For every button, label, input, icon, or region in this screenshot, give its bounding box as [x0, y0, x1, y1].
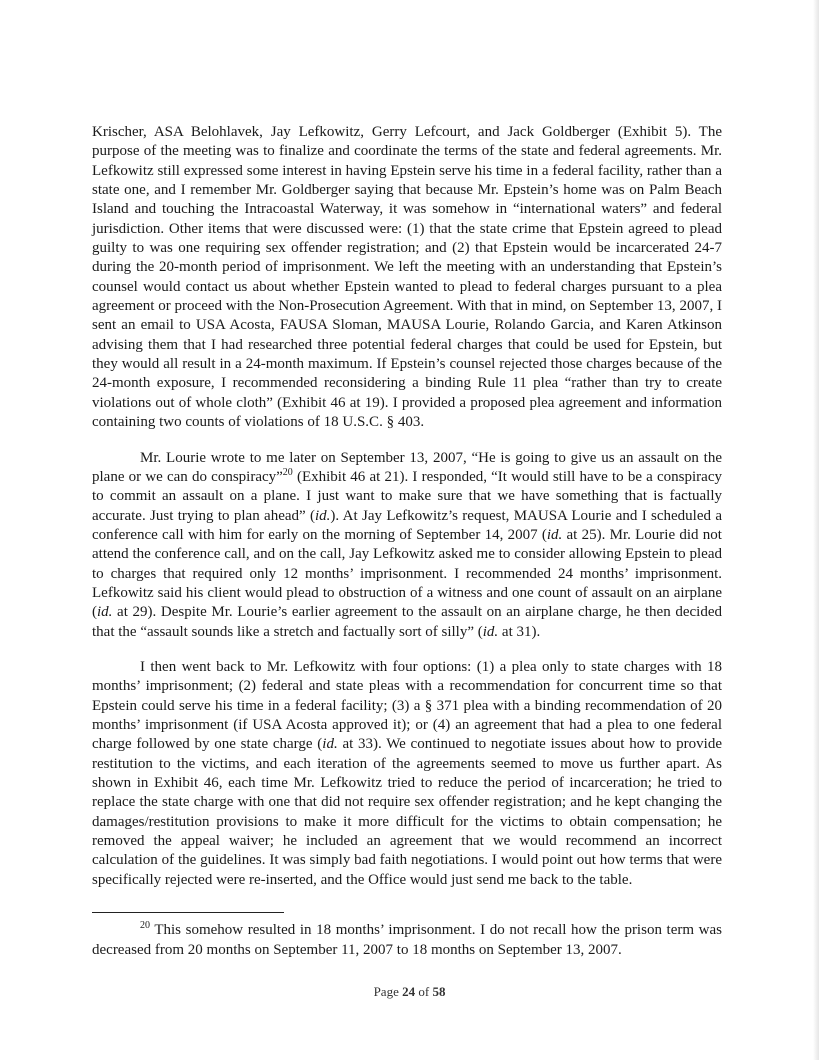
- paragraph-3: [92, 658, 722, 890]
- text-run: Krischer, ASA Belohlavek, Jay Lefkowitz, Gerry Lefcourt, and Jack Goldberger (Exhibit 5). The purpose of the meeting was to finalize and coordinate the terms of the state and federal agreements. Mr. Lefkowitz still expressed some interest in having Epstein serve his time in a federal facility, rather than a state one, and I remember Mr. Goldberger saying that because Mr. Epstein’s home was on Palm Beach Island and touching the Intracoastal Waterway, it was somehow in “international waters” and federal jurisdiction. Other items that were discussed were: (1) that the state crime that Epstein agreed to plead guilty to was one requiring sex offender registration; and (2) that Epstein would be incarcerated 24-7 during the 20-month period of imprisonment. We left the meeting with an understanding that Epstein’s counsel would contact us about whether Epstein wanted to plead to federal charges pursuant to a plea agreement or proceed with the Non-Prosecution Agreement. With that in mind, on September 13, 2007, I sent an email to USA Acosta, FAUSA Sloman, MAUSA Lourie, Rolando Garcia, and Karen Atkinson advising them that I had researched three potential federal charges that could be used for Epstein, but they would all result in a 24-month maximum. If Epstein’s counsel rejected those charges because of the 24-month exposure, I recommended reconsidering a binding Rule 11 plea “rather than try to create violations out of whole cloth” (Exhibit 46 at 19). I provided a proposed plea agreement and information containing two counts of violations of 18 U.S.C. § 403.: [92, 124, 722, 431]
- citation-id: id.: [97, 604, 113, 621]
- page-number: [0, 984, 819, 1000]
- footnote-text: This somehow resulted in 18 months’ imprisonment. I do not recall how the prison term was decreased from 20 months on September 11, 2007 to 18 months on September 13, 2007.: [92, 922, 722, 958]
- page-prefix: Page: [373, 984, 403, 999]
- text-run: I then went back to Mr. Lefkowitz with four options: (1) a plea only to state charges with 18 months’ imprisonment; (2) federal and state pleas with a recommendation for concurrent time so that Epstein could serve his time in a federal facility; (3) a § 371 plea with a binding recommendation of 20 months’ imprisonment (if USA Acosta approved it); or (4) an agreement that had a plea to one federal charge followed by one state charge (: [92, 658, 722, 753]
- citation-id: id.: [546, 526, 563, 543]
- paragraph-2: [92, 449, 722, 642]
- footnote: [92, 921, 722, 960]
- page-current: 24: [402, 984, 416, 999]
- text-run: at 29). Despite Mr. Lourie’s earlier agreement to the assault on an airplane charge, he then decided that the “assault sounds like a stretch and factually sort of silly” (: [92, 604, 722, 640]
- text-run: at 25). Mr. Lourie did not attend the conference call, and on the call, Jay Lefkowitz asked me to consider allowing Epstein to plead to charges that required only 12 months’ imprisonment. I recommended 24 months’ imprisonment. Lefkowitz said his client would plead to obstruction of a witness and one count of assault on an airplane (: [92, 526, 722, 621]
- citation-id: id.: [482, 623, 499, 640]
- body-text: [92, 123, 722, 906]
- page-total: 58: [432, 984, 446, 999]
- text-run: (Exhibit 46 at 21). I responded, “It would still have to be a conspiracy to commit an assault on a plane. I just want to make sure that we have something that is factually accurate. Just trying to plan ahead” (: [92, 468, 722, 524]
- text-run: at 31).: [498, 623, 541, 640]
- text-run: Mr. Lourie wrote to me later on September 13, 2007, “He is going to give us an assault on the plane or we can do conspiracy”: [92, 449, 722, 485]
- text-run: ). At Jay Lefkowitz’s request, MAUSA Lourie and I scheduled a conference call with him for early on the morning of September 14, 2007 (: [92, 507, 722, 543]
- page-edge-shadow: [813, 0, 819, 1060]
- footnote-20: [92, 921, 722, 960]
- footnote-separator: [92, 912, 284, 913]
- citation-id: id.: [322, 736, 338, 753]
- paragraph-1: [92, 123, 722, 433]
- citation-id: id.: [315, 507, 331, 524]
- page-separator: of: [415, 984, 433, 999]
- footnote-marker: 20: [140, 920, 150, 931]
- footnote-ref: 20: [282, 466, 293, 478]
- text-run: at 33). We continued to negotiate issues about how to provide restitution to the victims, and each iteration of the agreements seemed to move us further apart. As shown in Exhibit 46, each time Mr. Lefkowitz tried to reduce the period of incarceration; he tried to replace the state charge with one that did not require sex offender registration; and he kept changing the damages/restitution provisions to make it more difficult for the victims to obtain compensation; he removed the appeal waiver; he included an agreement that we would recommend an incorrect calculation of the guidelines. It was simply bad faith negotiations. I would point out how terms that were specifically rejected were re-inserted, and the Office would just send me back to the table.: [92, 736, 722, 888]
